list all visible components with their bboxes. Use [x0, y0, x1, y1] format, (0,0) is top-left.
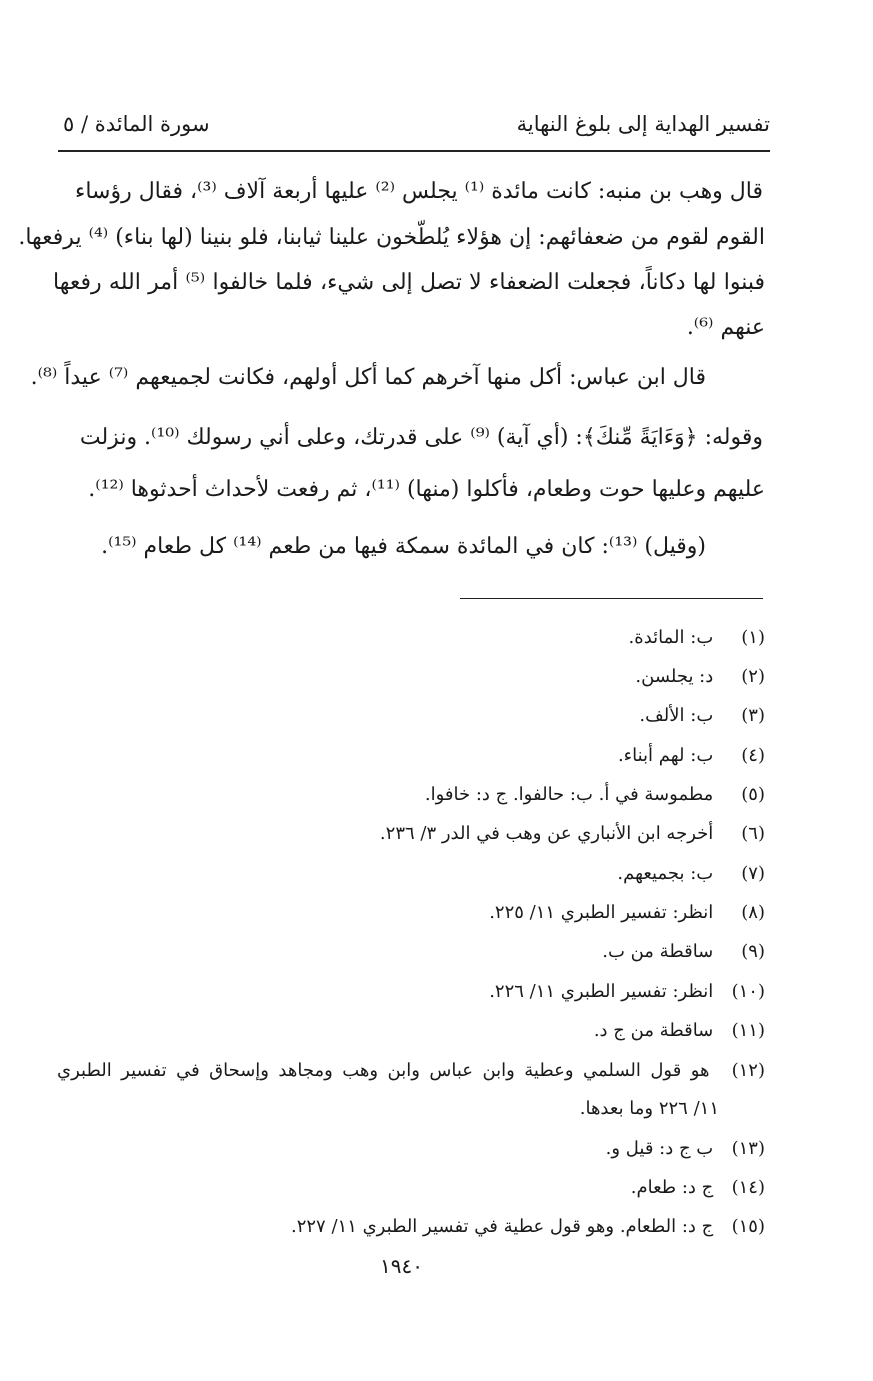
body-line: وقوله: ﴿وَءَايَةً مِّنكَ﴾: (أي آية) ⁽⁹⁾ على قدرتك، وعلى أني رسولك ⁽¹⁰⁾. ونزلت [79, 425, 763, 450]
footnote [291, 1214, 765, 1240]
body-line: قال ابن عباس: أكل منها آخرهم كما أكل أولهم، فكانت لجميعهم ⁽⁷⁾ عيداً ⁽⁸⁾. [30, 365, 706, 390]
body-line: فبنوا لها دكاناً، فجعلت الضعفاء لا تصل إلى شيء، فلما خالفوا ⁽⁵⁾ أمر الله رفعها [53, 270, 765, 295]
footnote [629, 625, 765, 651]
footnote-number: (١) [741, 627, 765, 648]
footnote-number: (٤) [741, 745, 765, 766]
body-line: القوم لقوم من ضعفائهم: إن هؤلاء يُلطّخون علينا ثيابنا، فلو بنينا (لها بناء) ⁽⁴⁾ يرفعها. [18, 225, 765, 250]
footnote [635, 664, 765, 690]
footnote-text: أخرجه ابن الأنباري عن وهب في الدر ٣/ ٢٣٦. [379, 823, 714, 844]
footnote-number: (٥) [741, 784, 765, 805]
header-rule [58, 150, 770, 152]
footnote-text: انظر: تفسير الطبري ١١/ ٢٢٦. [489, 981, 714, 1002]
footnote-text: ب: الألف. [639, 705, 714, 726]
footnote-number: (٦) [741, 823, 765, 844]
footnote [639, 703, 765, 729]
footnote [602, 939, 765, 965]
footnote-number: (٧) [741, 863, 765, 884]
body-line: (وقيل) ⁽¹³⁾: كان في المائدة سمكة فيها من طعم ⁽¹⁴⁾ كل طعام ⁽¹⁵⁾. [101, 534, 706, 559]
footnote-number: (١٠) [731, 981, 765, 1002]
footnote [617, 861, 765, 887]
footnote-number: (١٤) [731, 1177, 765, 1198]
footnote-separator [460, 598, 763, 599]
footnote-text: ساقطة من ج د. [593, 1020, 714, 1041]
footnote-text: ب: لهم أبناء. [617, 745, 714, 766]
body-line: قال وهب بن منبه: كانت مائدة ⁽¹⁾ يجلس ⁽²⁾ عليها أربعة آلاف ⁽³⁾، فقال رؤساء [74, 179, 763, 204]
footnote-number: (١١) [731, 1020, 765, 1041]
footnote [631, 1175, 765, 1201]
footnote-text: د: يجلسن. [635, 666, 714, 687]
footnote [380, 821, 765, 847]
footnote-text: ب ج د: قيل و. [605, 1138, 714, 1159]
footnote-number: (٨) [741, 902, 765, 923]
footnote-number: (٢) [741, 666, 765, 687]
footnote [618, 743, 765, 769]
footnote-text: ج د: الطعام. وهو قول عطية في تفسير الطبري ١١/ ٢٢٧. [290, 1216, 714, 1237]
footnote-text: انظر: تفسير الطبري ١١/ ٢٢٥. [489, 902, 714, 923]
footnote [606, 1136, 765, 1162]
footnote-text: ج د: طعام. [630, 1177, 714, 1198]
footnote-number: (٩) [741, 941, 765, 962]
surah-reference: سورة المائدة / ٥ [63, 112, 210, 136]
book-title: تفسير الهداية إلى بلوغ النهاية [516, 112, 770, 136]
footnote [489, 900, 765, 926]
footnote-text: ب: المائدة. [628, 627, 714, 648]
footnote-number: (١٣) [731, 1138, 765, 1159]
footnote-text: مطموسة في أ. ب: حالفوا. ج د: خافوا. [424, 784, 714, 805]
footnote-continuation: ١١/ ٢٢٦ وما بعدها. [579, 1098, 719, 1119]
page-number: ١٩٤٠ [380, 1254, 423, 1278]
footnote-text: ب: بجميعهم. [617, 863, 714, 884]
footnote [57, 1058, 765, 1084]
body-line: عنهم ⁽⁶⁾. [686, 315, 765, 340]
footnote [425, 782, 765, 808]
footnote-text: ساقطة من ب. [602, 941, 714, 962]
footnote-number: (٣) [741, 705, 765, 726]
footnote-text: هو قول السلمي وعطية وابن عباس وابن وهب ومجاهد وإسحاق في تفسير الطبري [57, 1060, 710, 1081]
footnote-number: (١٥) [731, 1216, 765, 1237]
footnote-number: (١٢) [731, 1060, 765, 1081]
footnote [594, 1018, 765, 1044]
body-line: عليهم وعليها حوت وطعام، فأكلوا (منها) ⁽¹¹⁾، ثم رفعت لأحداث أحدثوها ⁽¹²⁾. [88, 477, 765, 502]
footnote [489, 979, 765, 1005]
